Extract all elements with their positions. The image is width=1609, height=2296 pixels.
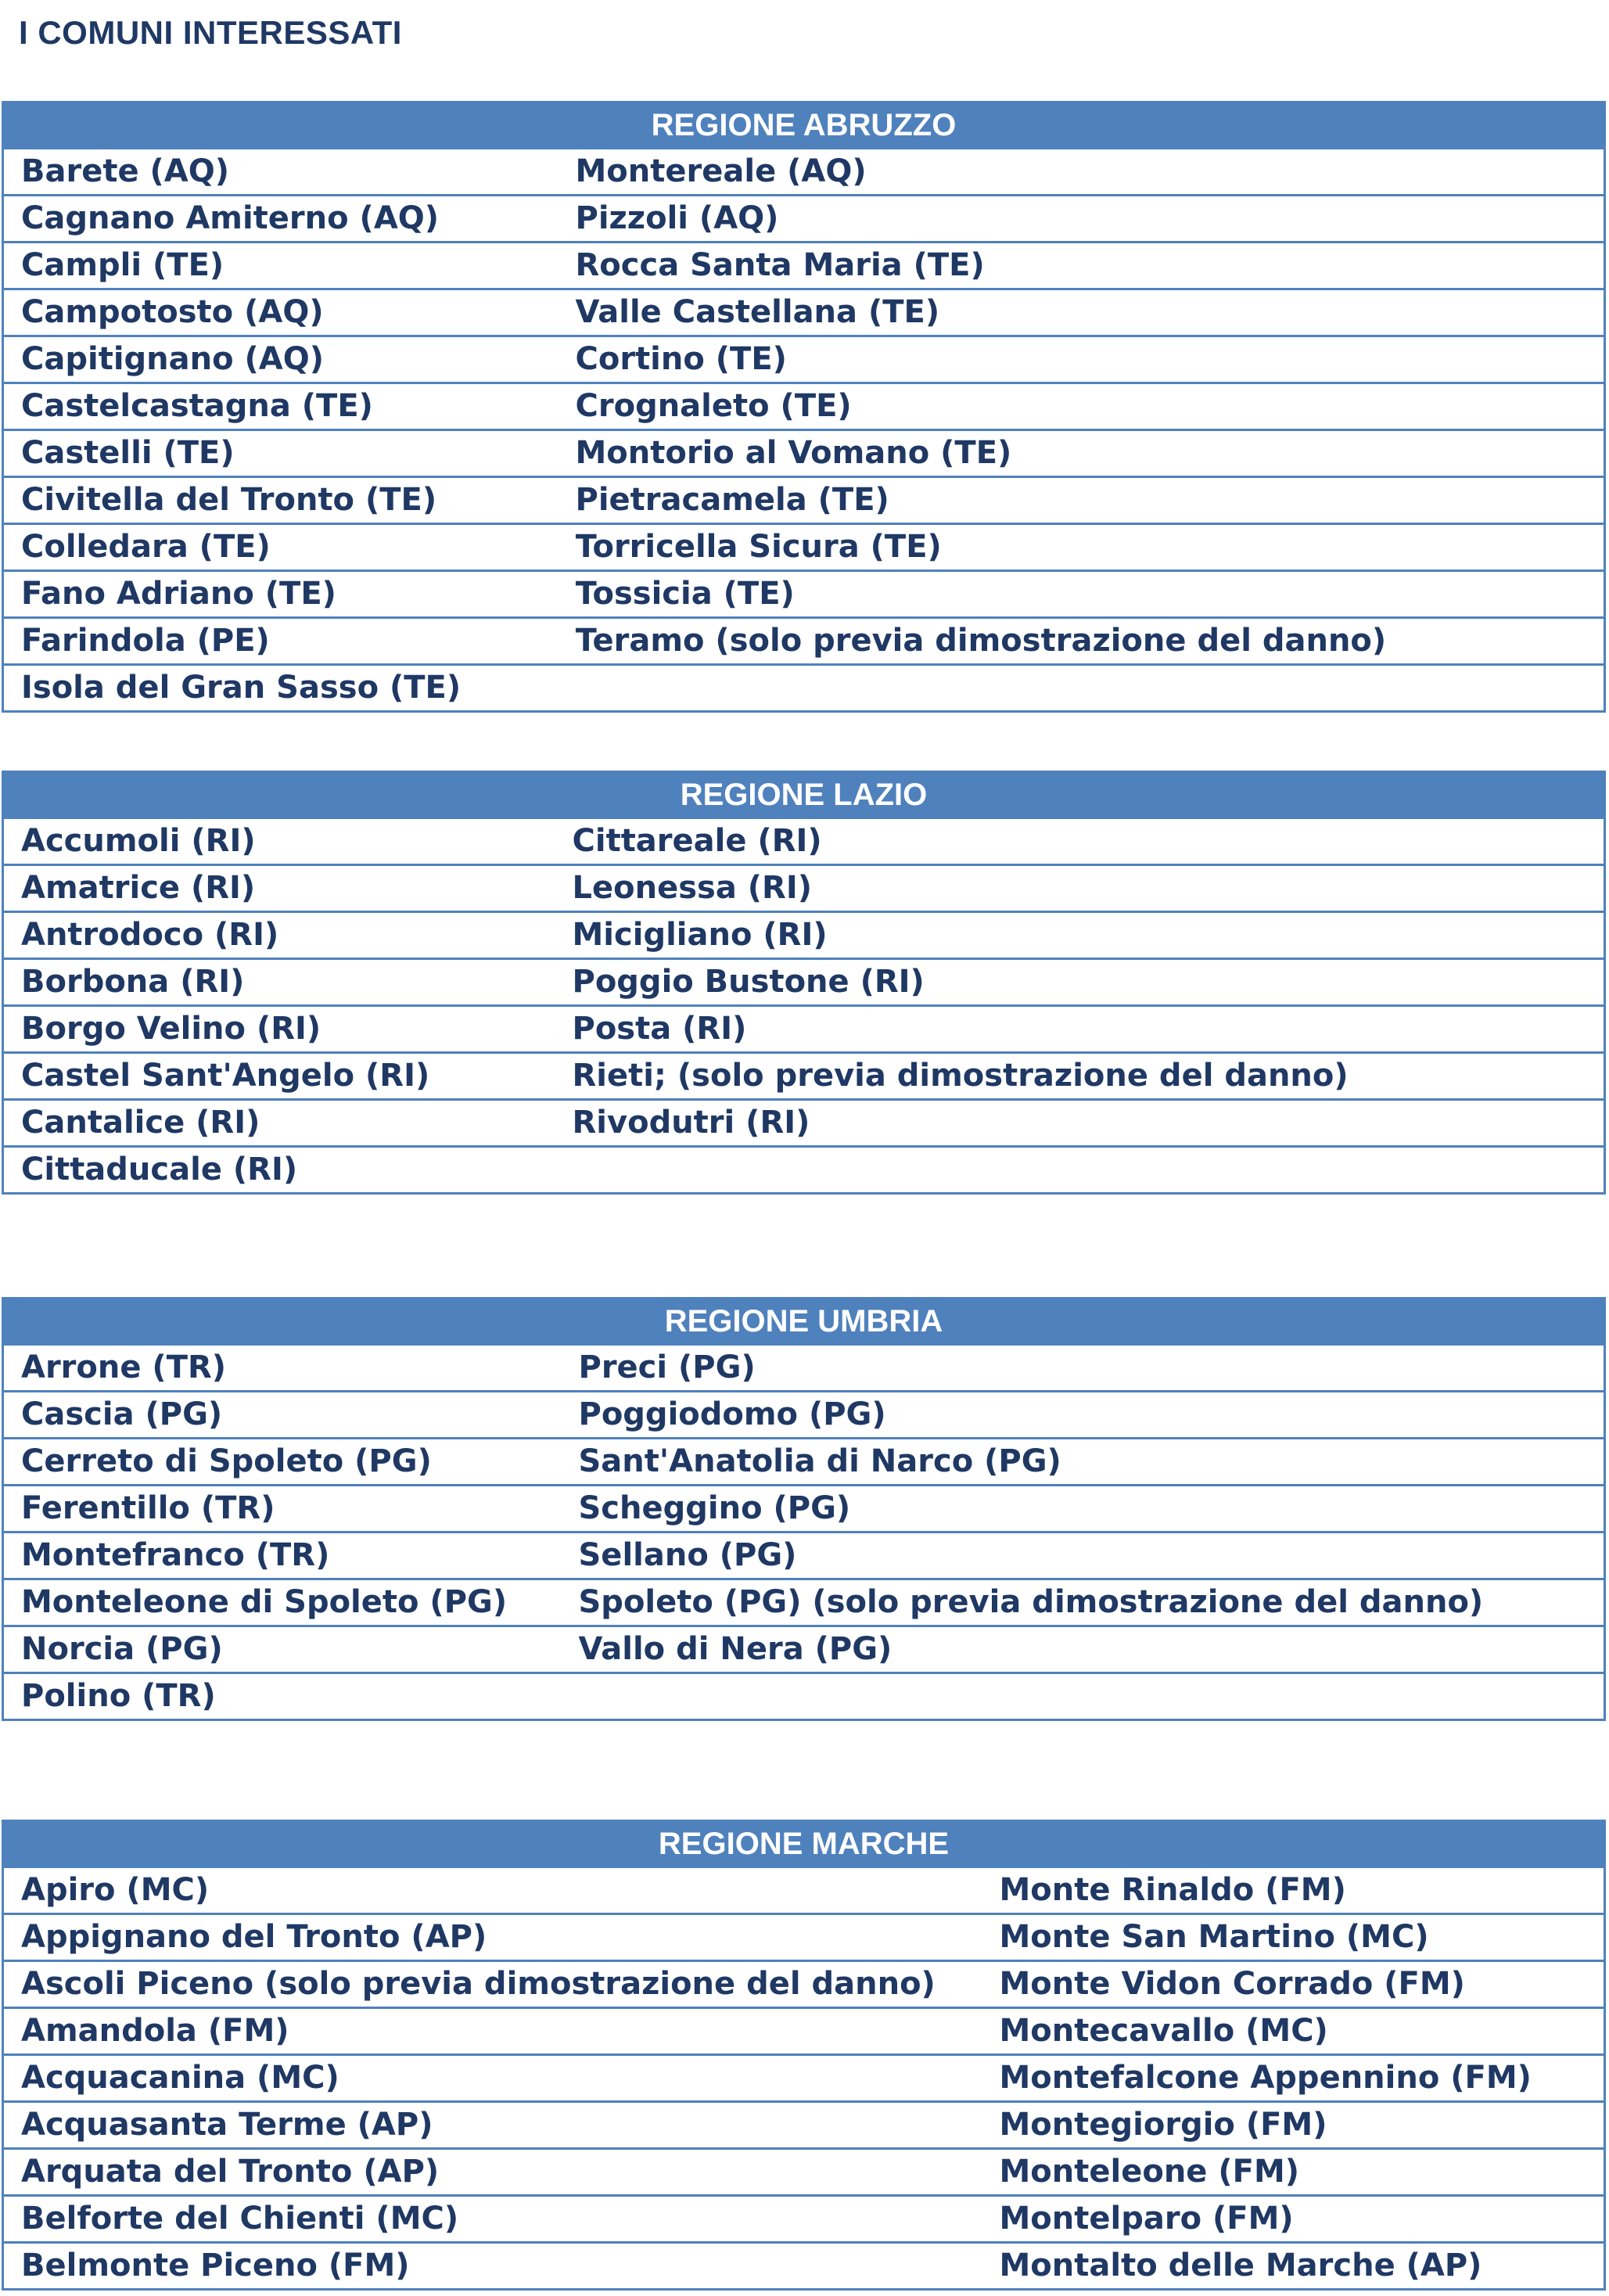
table-row [3, 1626, 1605, 1673]
comune-cell-right: Montegiorgio (FM) [1000, 2102, 1605, 2149]
comune-cell-left: Farindola (PE) [3, 618, 576, 665]
table-row [3, 665, 1605, 712]
comune-cell-right: Micigliano (RI) [573, 912, 1605, 959]
table-row [3, 618, 1605, 665]
comune-cell-right: Montecavallo (MC) [1000, 2008, 1605, 2055]
comune-cell-left: Appignano del Tronto (AP) [3, 1914, 1000, 1961]
comune-cell-left: Amandola (FM) [3, 2008, 1000, 2055]
table-row [3, 865, 1605, 912]
comune-cell-right: Leonessa (RI) [573, 865, 1605, 912]
comune-cell-right [573, 1147, 1605, 1194]
region-header: REGIONE MARCHE [3, 1821, 1605, 1867]
comune-cell-left: Cascia (PG) [3, 1392, 579, 1439]
page-title: I COMUNI INTERESSATI [19, 14, 402, 51]
comune-cell-left: Isola del Gran Sasso (TE) [3, 665, 576, 712]
comune-cell-left: Antrodoco (RI) [3, 912, 573, 959]
comune-cell-left: Cerreto di Spoleto (PG) [3, 1439, 579, 1486]
table-row [3, 1532, 1605, 1579]
comune-cell-left: Castelli (TE) [3, 430, 576, 477]
table-row [3, 1439, 1605, 1486]
table-row [3, 2055, 1605, 2102]
table-row [3, 1147, 1605, 1194]
comune-cell-right: Montorio al Vomano (TE) [576, 430, 1605, 477]
comune-cell-right: Sant'Anatolia di Narco (PG) [579, 1439, 1605, 1486]
comune-cell-right: Rocca Santa Maria (TE) [576, 243, 1605, 289]
comune-cell-right: Cortino (TE) [576, 336, 1605, 383]
comune-cell-right: Monte Vidon Corrado (FM) [1000, 1961, 1605, 2008]
comune-cell-left: Castelcastagna (TE) [3, 383, 576, 430]
table-row [3, 912, 1605, 959]
comune-cell-right: Pietracamela (TE) [576, 477, 1605, 524]
comune-cell-left: Ascoli Piceno (solo previa dimostrazione del danno) [3, 1961, 1000, 2008]
table-row [3, 1961, 1605, 2008]
comune-cell-right: Crognaleto (TE) [576, 383, 1605, 430]
table-row [3, 1053, 1605, 1100]
comune-cell-right: Montereale (AQ) [576, 149, 1605, 196]
comune-cell-right: Monteleone (FM) [1000, 2149, 1605, 2196]
comune-cell-left: Borbona (RI) [3, 959, 573, 1006]
comune-cell-right: Preci (PG) [579, 1345, 1605, 1392]
comune-cell-right: Cittareale (RI) [573, 818, 1605, 865]
comune-cell-left: Belforte del Chienti (MC) [3, 2196, 1000, 2243]
comune-cell-right: Scheggino (PG) [579, 1486, 1605, 1532]
comune-cell-left: Accumoli (RI) [3, 818, 573, 865]
region-header: REGIONE ABRUZZO [3, 102, 1605, 149]
table-row [3, 524, 1605, 571]
comune-cell-left: Amatrice (RI) [3, 865, 573, 912]
region-table-abruzzo [2, 101, 1606, 713]
comune-cell-left: Ferentillo (TR) [3, 1486, 579, 1532]
table-row [3, 383, 1605, 430]
table-row [3, 1579, 1605, 1626]
comune-cell-left: Campotosto (AQ) [3, 289, 576, 336]
comune-cell-left: Capitignano (AQ) [3, 336, 576, 383]
comune-cell-right [576, 665, 1605, 712]
comune-cell-right: Rivodutri (RI) [573, 1100, 1605, 1147]
comune-cell-left: Cittaducale (RI) [3, 1147, 573, 1194]
comune-cell-left: Acquacanina (MC) [3, 2055, 1000, 2102]
table-row [3, 430, 1605, 477]
table-row [3, 571, 1605, 618]
comune-cell-right: Poggiodomo (PG) [579, 1392, 1605, 1439]
comune-cell-right: Poggio Bustone (RI) [573, 959, 1605, 1006]
comune-cell-left: Acquasanta Terme (AP) [3, 2102, 1000, 2149]
table-row [3, 2196, 1605, 2243]
region-header: REGIONE LAZIO [3, 772, 1605, 818]
table-row [3, 1914, 1605, 1961]
region-table-umbria [2, 1297, 1606, 1721]
comune-cell-right: Pizzoli (AQ) [576, 196, 1605, 243]
table-row [3, 959, 1605, 1006]
comune-cell-left: Belmonte Piceno (FM) [3, 2243, 1000, 2290]
comune-cell-right: Rieti; (solo previa dimostrazione del danno) [573, 1053, 1605, 1100]
comune-cell-left: Arquata del Tronto (AP) [3, 2149, 1000, 2196]
comune-cell-left: Campli (TE) [3, 243, 576, 289]
comune-cell-left: Arrone (TR) [3, 1345, 579, 1392]
table-row [3, 2102, 1605, 2149]
table-row [3, 1345, 1605, 1392]
comune-cell-right: Montalto delle Marche (AP) [1000, 2243, 1605, 2290]
table-row [3, 1006, 1605, 1053]
comune-cell-right [579, 1673, 1605, 1720]
comune-cell-right: Spoleto (PG) (solo previa dimostrazione del danno) [579, 1579, 1605, 1626]
comune-cell-left: Cantalice (RI) [3, 1100, 573, 1147]
comune-cell-right: Montefalcone Appennino (FM) [1000, 2055, 1605, 2102]
comune-cell-left: Montefranco (TR) [3, 1532, 579, 1579]
comune-cell-left: Colledara (TE) [3, 524, 576, 571]
comune-cell-left: Civitella del Tronto (TE) [3, 477, 576, 524]
comune-cell-right: Montelparo (FM) [1000, 2196, 1605, 2243]
region-header: REGIONE UMBRIA [3, 1299, 1605, 1345]
comune-cell-right: Valle Castellana (TE) [576, 289, 1605, 336]
table-row [3, 289, 1605, 336]
comune-cell-right: Teramo (solo previa dimostrazione del danno) [576, 618, 1605, 665]
comune-cell-left: Polino (TR) [3, 1673, 579, 1720]
table-row [3, 1486, 1605, 1532]
comune-cell-left: Monteleone di Spoleto (PG) [3, 1579, 579, 1626]
comune-cell-right: Posta (RI) [573, 1006, 1605, 1053]
table-row [3, 2149, 1605, 2196]
comune-cell-right: Monte San Martino (MC) [1000, 1914, 1605, 1961]
comune-cell-right: Sellano (PG) [579, 1532, 1605, 1579]
comune-cell-left: Borgo Velino (RI) [3, 1006, 573, 1053]
table-row [3, 2243, 1605, 2290]
comune-cell-right: Vallo di Nera (PG) [579, 1626, 1605, 1673]
table-row [3, 1392, 1605, 1439]
table-row [3, 477, 1605, 524]
comune-cell-left: Apiro (MC) [3, 1867, 1000, 1914]
comune-cell-right: Tossicia (TE) [576, 571, 1605, 618]
table-row [3, 1100, 1605, 1147]
table-row [3, 1673, 1605, 1720]
table-row [3, 336, 1605, 383]
region-table-marche [2, 1820, 1606, 2291]
comune-cell-left: Barete (AQ) [3, 149, 576, 196]
table-row [3, 149, 1605, 196]
comune-cell-right: Torricella Sicura (TE) [576, 524, 1605, 571]
comune-cell-left: Norcia (PG) [3, 1626, 579, 1673]
region-table-lazio [2, 771, 1606, 1195]
comune-cell-left: Fano Adriano (TE) [3, 571, 576, 618]
comune-cell-right: Monte Rinaldo (FM) [1000, 1867, 1605, 1914]
table-row [3, 818, 1605, 865]
table-row [3, 2008, 1605, 2055]
table-row [3, 1867, 1605, 1914]
comune-cell-left: Castel Sant'Angelo (RI) [3, 1053, 573, 1100]
table-row [3, 243, 1605, 289]
table-row [3, 196, 1605, 243]
comune-cell-left: Cagnano Amiterno (AQ) [3, 196, 576, 243]
